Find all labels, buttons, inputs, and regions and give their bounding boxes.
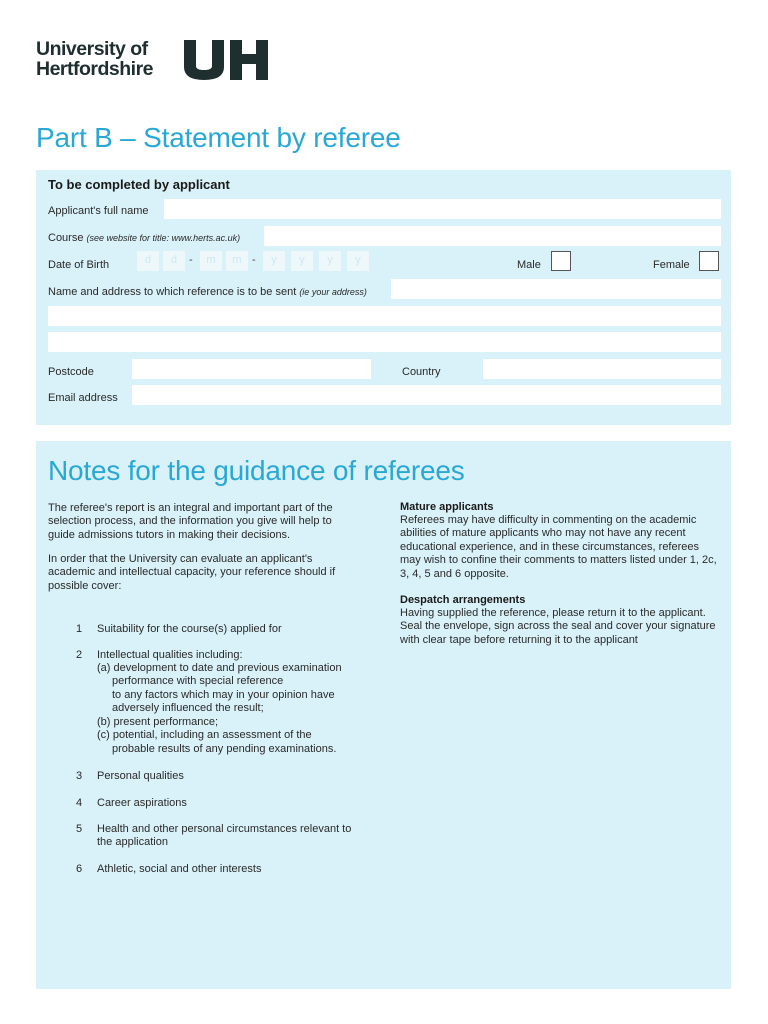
dob-month-1[interactable]: m (200, 251, 222, 271)
dob-day-2[interactable]: d (163, 251, 185, 271)
item-6-number: 6 (76, 863, 83, 875)
item-2-text: Intellectual qualities including: (97, 649, 243, 661)
item-1-number: 1 (76, 623, 83, 635)
dob-year-3[interactable]: y (319, 251, 341, 271)
address-field-line-3[interactable] (48, 332, 721, 352)
email-field[interactable] (132, 385, 721, 405)
email-label: Email address (48, 392, 118, 404)
address-note: (ie your address) (299, 287, 367, 297)
item-4-text: Career aspirations (97, 797, 187, 809)
item-5-number: 5 (76, 823, 83, 835)
female-checkbox[interactable] (699, 251, 719, 271)
applicant-section-heading: To be completed by applicant (48, 177, 230, 192)
country-field[interactable] (483, 359, 721, 379)
item-1-text: Suitability for the course(s) applied for (97, 623, 282, 635)
item-2-sub-c-cont: probable results of any pending examinations. (112, 743, 337, 755)
uh-logo-mark-icon (184, 40, 270, 80)
dob-label: Date of Birth (48, 259, 110, 271)
logo-wordmark (36, 39, 153, 79)
item-3-text: Personal qualities (97, 770, 184, 782)
address-field-line-2[interactable] (48, 306, 721, 326)
item-2-sub-b: (b) present performance; (97, 716, 219, 728)
dob-separator-2: - (252, 254, 256, 266)
male-checkbox[interactable] (551, 251, 571, 271)
item-6-text: Athletic, social and other interests (97, 863, 262, 875)
item-2-sub-a: (a) development to date and previous examination (97, 662, 342, 674)
item-5-text: Health and other personal circumstances relevant to the application (97, 823, 352, 849)
item-2-number: 2 (76, 649, 83, 661)
address-label (48, 286, 367, 298)
course-label-text: Course (48, 232, 84, 244)
item-4-number: 4 (76, 797, 83, 809)
female-label: Female (653, 259, 690, 271)
logo-line-2: Hertfordshire (36, 58, 154, 80)
postcode-field[interactable] (132, 359, 371, 379)
item-2-sub-a-cont-1: performance with special reference (112, 675, 284, 687)
notes-intro-1: The referee's report is an integral and important part of the selection process, and the information you give will help to guide admissions tutors in making their decisions. (48, 502, 333, 541)
address-label-text: Name and address to which reference is to be sent (48, 286, 297, 298)
page-title: Part B – Statement by referee (36, 122, 401, 153)
notes-title: Notes for the guidance of referees (48, 455, 465, 486)
item-2-sub-a-cont-2: to any factors which may in your opinion have (112, 689, 335, 701)
item-2-sub-a-cont-3: adversely influenced the result; (112, 702, 264, 714)
item-2-sub-c: (c) potential, including an assessment of the (97, 729, 312, 741)
dob-year-4[interactable]: y (347, 251, 369, 271)
dob-separator-1: - (189, 254, 193, 266)
country-label: Country (402, 366, 441, 378)
dob-month-2[interactable]: m (226, 251, 248, 271)
dob-year-2[interactable]: y (291, 251, 313, 271)
mature-applicants-heading: Mature applicants (400, 501, 494, 513)
full-name-field[interactable] (164, 199, 721, 219)
despatch-heading: Despatch arrangements (400, 594, 526, 606)
applicant-section (36, 170, 731, 425)
course-label (48, 232, 240, 244)
notes-intro-2: In order that the University can evaluate an applicant's academic and intellectual capacity, your reference should if possible cover: (48, 553, 336, 592)
mature-applicants-text: Referees may have difficulty in commenting on the academic abilities of mature applicants who may not have any recent educational experience, and in these circumstances, referees may wish to confine their comments to matters listed under 1, 2c, 3, 4, 5 and 6 opposite. (400, 514, 717, 580)
dob-day-1[interactable]: d (137, 251, 159, 271)
logo-line-1: University of (36, 38, 148, 60)
full-name-label: Applicant's full name (48, 205, 149, 217)
course-note: (see website for title: www.herts.ac.uk) (86, 233, 241, 243)
course-field[interactable] (264, 226, 721, 246)
referee-notes-section (36, 441, 731, 989)
postcode-label: Postcode (48, 366, 94, 378)
address-field-line-1[interactable] (391, 279, 721, 299)
despatch-text: Having supplied the reference, please return it to the applicant. Seal the envelope, sign across the seal and cover your signature with clear tape before returning it to the applicant (400, 607, 716, 646)
item-3-number: 3 (76, 770, 83, 782)
male-label: Male (517, 259, 541, 271)
dob-year-1[interactable]: y (263, 251, 285, 271)
